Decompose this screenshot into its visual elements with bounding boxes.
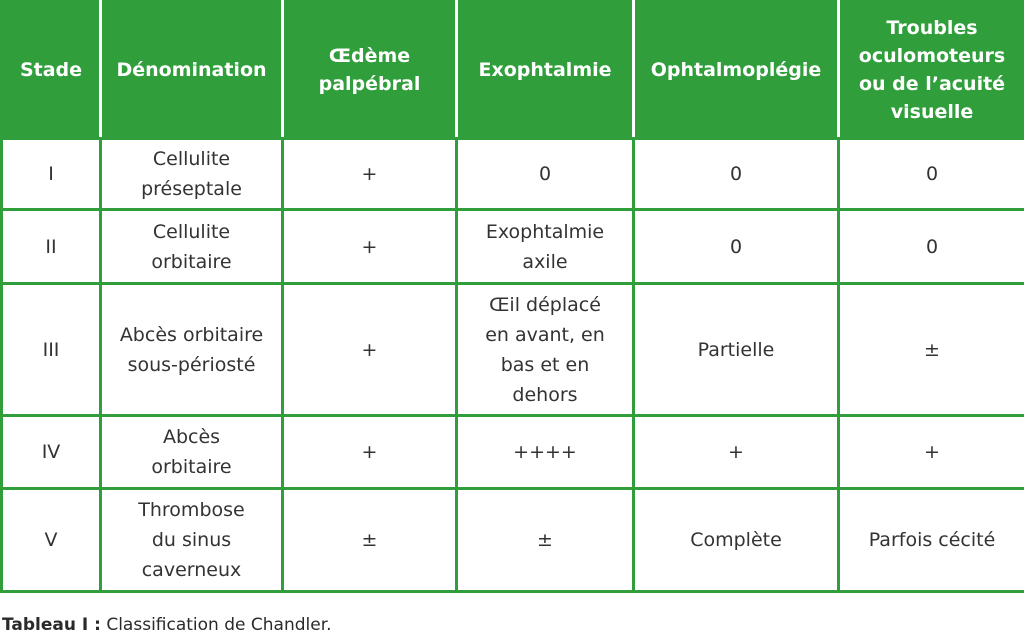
- caption-label: Tableau I :: [2, 615, 101, 635]
- cell-ophtalmoplegie: Partielle: [634, 284, 839, 416]
- cell-denomination: Abcès orbitaire sous-périosté: [101, 284, 283, 416]
- cell-exophtalmie: Œil déplacé en avant, en bas et en dehors: [457, 284, 634, 416]
- cell-stade: III: [2, 284, 101, 416]
- cell-troubles: 0: [839, 139, 1024, 210]
- table-row: [2, 489, 1024, 592]
- cell-stade: IV: [2, 416, 101, 489]
- caption-text: Classification de Chandler.: [106, 615, 332, 635]
- cell-ophtalmoplegie: +: [634, 416, 839, 489]
- table-row: [2, 416, 1024, 489]
- cell-troubles: ±: [839, 284, 1024, 416]
- cell-stade: V: [2, 489, 101, 592]
- cell-ophtalmoplegie: Complète: [634, 489, 839, 592]
- cell-troubles: +: [839, 416, 1024, 489]
- cell-oedeme: +: [283, 284, 457, 416]
- cell-exophtalmie: Exophtalmie axile: [457, 210, 634, 284]
- cell-ophtalmoplegie: 0: [634, 139, 839, 210]
- cell-stade: I: [2, 139, 101, 210]
- cell-oedeme: +: [283, 139, 457, 210]
- header-troubles-oculomoteurs: Troubles oculomoteurs ou de l’acuité visuelle: [839, 2, 1024, 139]
- cell-denomination: Thrombose du sinus caverneux: [101, 489, 283, 592]
- cell-exophtalmie: ++++: [457, 416, 634, 489]
- cell-oedeme: +: [283, 416, 457, 489]
- header-stade: Stade: [2, 2, 101, 139]
- table-row: [2, 139, 1024, 210]
- table-header-row: [2, 2, 1024, 139]
- cell-denomination: Cellulite orbitaire: [101, 210, 283, 284]
- header-exophtalmie: Exophtalmie: [457, 2, 634, 139]
- cell-ophtalmoplegie: 0: [634, 210, 839, 284]
- table-caption: [2, 614, 332, 636]
- header-oedeme-palpebral: Œdème palpébral: [283, 2, 457, 139]
- cell-denomination: Cellulite préseptale: [101, 139, 283, 210]
- cell-oedeme: +: [283, 210, 457, 284]
- cell-troubles: Parfois cécité: [839, 489, 1024, 592]
- cell-stade: II: [2, 210, 101, 284]
- table-row: [2, 210, 1024, 284]
- header-ophtalmoplegie: Ophtalmoplégie: [634, 2, 839, 139]
- cell-troubles: 0: [839, 210, 1024, 284]
- cell-exophtalmie: ±: [457, 489, 634, 592]
- table-row: [2, 284, 1024, 416]
- cell-denomination: Abcès orbitaire: [101, 416, 283, 489]
- cell-exophtalmie: 0: [457, 139, 634, 210]
- header-denomination: Dénomination: [101, 2, 283, 139]
- cell-oedeme: ±: [283, 489, 457, 592]
